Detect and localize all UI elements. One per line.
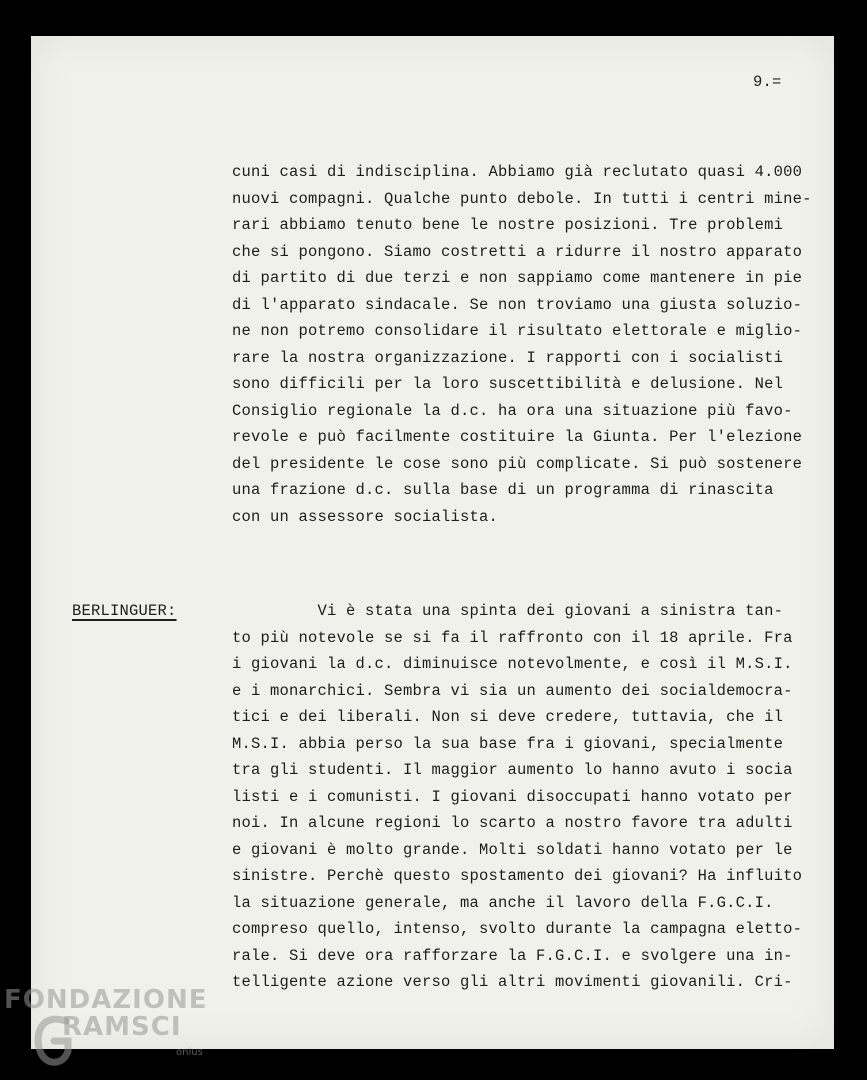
text-line: listi e i comunisti. I giovani disoccupati hanno votato per [232, 787, 793, 806]
text-line: sinistre. Perchè questo spostamento dei giovani? Ha influito [232, 867, 803, 885]
watermark-line-2: RAMSCI [62, 1012, 182, 1042]
page-number: 9.= [753, 73, 782, 91]
text-line: rale. Si deve ora rafforzare la F.G.C.I. e svolgere una in- [232, 946, 793, 965]
text-line: con un assessore socialista. [232, 507, 499, 526]
text-line: M.S.I. abbia perso la sua base fra i giovani, specialmente [232, 734, 784, 753]
text-line: del presidente le cose sono più complicate. Si può sostenere [232, 454, 803, 473]
speaker-label: BERLINGUER: [72, 602, 177, 620]
text-line: sono difficili per la loro suscettibilità e delusione. Nel [232, 375, 784, 393]
watermark-subtitle: onlus [176, 1047, 203, 1058]
text-line: ne non potremo consolidare il risultato elettorale e miglio- [232, 322, 803, 340]
text-line: cuni casi di indisciplina. Abbiamo già reclutato quasi 4.000 [232, 163, 803, 181]
text-line: rare la nostra organizzazione. I rapporti con i socialisti [232, 348, 784, 367]
text-line: di l'apparato sindacale. Se non troviamo una giusta soluzio- [232, 295, 803, 314]
text-line: e giovani è molto grande. Molti soldati hanno votato per le [232, 840, 793, 859]
text-line: tra gli studenti. Il maggior aumento lo hanno avuto i socia [232, 761, 793, 779]
text-line: compreso quello, intenso, svolto durante la campagna eletto- [232, 920, 803, 938]
text-line: Consiglio regionale la d.c. ha ora una situazione più favo- [232, 401, 793, 420]
text-line: una frazione d.c. sulla base di un programma di rinascita [232, 481, 774, 499]
paragraph-2 [232, 598, 802, 996]
text-line: noi. In alcune regioni lo scarto a nostro favore tra adulti [232, 814, 793, 832]
text-line: nuovi compagni. Qualche punto debole. In tutti i centri mine- [232, 189, 812, 208]
text-line: tici e dei liberali. Non si deve credere, tuttavia, che il [232, 708, 784, 726]
paragraph-1 [232, 159, 812, 530]
text-line: i giovani la d.c. diminuisce notevolmente, e così il M.S.I. [232, 655, 793, 673]
text-line: revole e può facilmente costituire la Giunta. Per l'elezione [232, 428, 803, 446]
text-line: la situazione generale, ma anche il lavoro della F.G.C.I. [232, 893, 774, 912]
text-line: telligente azione verso gli altri movimenti giovanili. Cri- [232, 973, 793, 991]
text-line: to più notevole se si fa il raffronto con il 18 aprile. Fra [232, 628, 793, 647]
text-line: e i monarchici. Sembra vi sia un aumento dei socialdemocra- [232, 681, 793, 700]
watermark-line-1: FONDAZIONE [4, 985, 208, 1015]
text-line: rari abbiamo tenuto bene le nostre posizioni. Tre problemi [232, 216, 784, 234]
text-line: che si pongono. Siamo costretti a ridurre il nostro apparato [232, 242, 803, 261]
text-line: Vi è stata una spinta dei giovani a sinistra tan- [232, 602, 784, 620]
text-line: di partito di due terzi e non sappiamo come mantenere in pie [232, 269, 803, 287]
